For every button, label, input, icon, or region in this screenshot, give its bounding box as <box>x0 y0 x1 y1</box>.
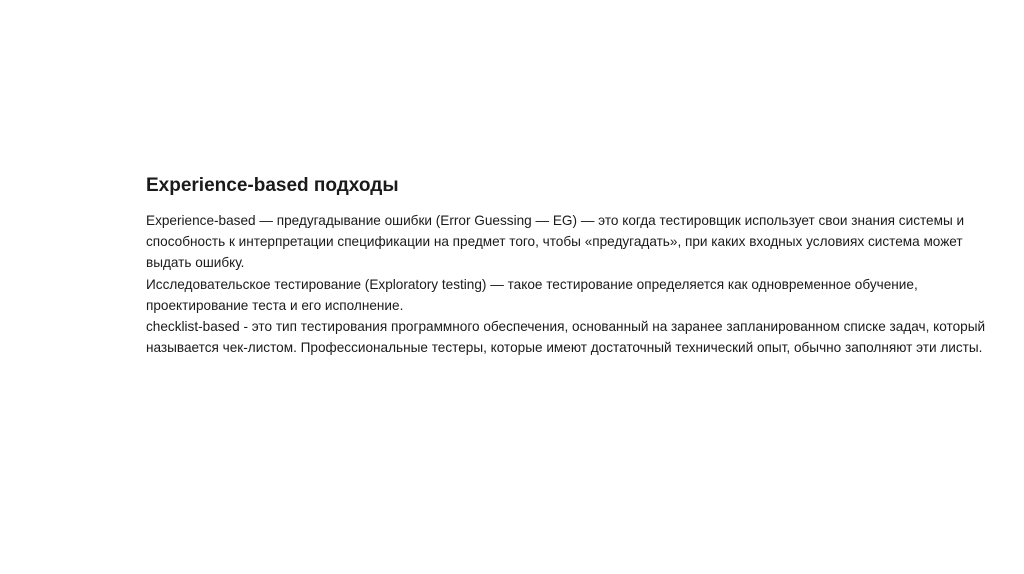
slide-content <box>146 172 986 358</box>
paragraph-error-guessing: Experience-based — предугадывание ошибки (Error Guessing — EG) — это когда тестировщик использует свои знания системы и способность к интерпретации спецификации на предмет того, чтобы «предугадать», при каких входных условиях система может выдать ошибку. <box>146 213 965 271</box>
paragraph-checklist-based: checklist-based - это тип тестирования программного обеспечения, основанный на заранее запланированном списке задач, который называется чек-листом. Профессиональные тестеры, которые имеют достаточный технический опыт, обычно заполняют эти листы. <box>146 319 986 356</box>
slide-title: Experience-based подходы <box>146 175 399 196</box>
paragraph-exploratory-testing: Исследовательское тестирование (Exploratory testing) — такое тестирование определяется как одновременное обучение, проектирование теста и его исполнение. <box>146 276 918 313</box>
